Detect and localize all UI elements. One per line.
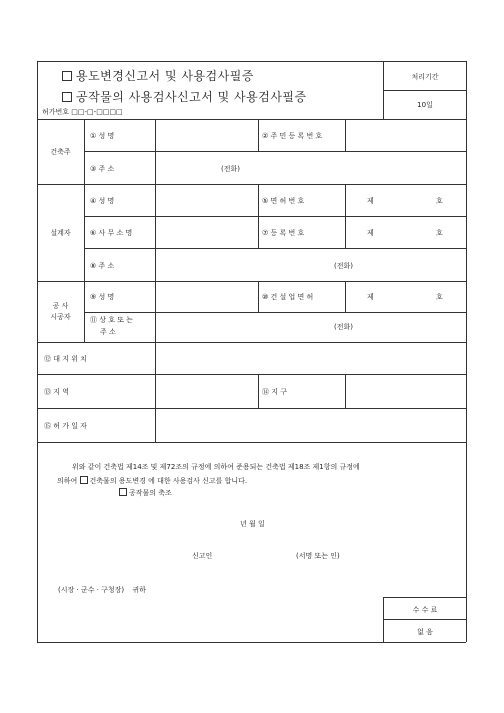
designer-license-label: ⑤ 면 허 번 호 — [262, 197, 305, 205]
contractor-license-je: 제 — [367, 293, 374, 301]
declaration-line-2-pre: 의하여 — [57, 477, 78, 485]
builder-address-label: ③ 주 소 — [90, 165, 115, 173]
processing-period-value: 10일 — [417, 101, 433, 109]
designer-license-ho: 호 — [436, 197, 443, 205]
fee-label: 수 수 료 — [412, 606, 438, 614]
title-line-2: 공작물의 사용검사신고서 및 사용검사필증 — [76, 90, 307, 104]
site-district-label: ⑭ 지 구 — [262, 388, 287, 396]
processing-period-label: 처리기간 — [411, 73, 439, 81]
builder-rrn-label: ② 주 민 등 록 번 호 — [262, 132, 323, 140]
recipient-suffix: 귀하 — [132, 586, 146, 594]
contractor-license-label: ⑩ 건 설 업 면 허 — [262, 293, 314, 301]
recipient — [58, 585, 146, 595]
site-area-label: ⑬ 지 역 — [44, 388, 69, 396]
section-contractor-2: 시공자 — [50, 313, 71, 321]
recipient-name: (시장 · 군수 · 구청장) — [58, 586, 125, 594]
designer-reg-ho: 호 — [436, 229, 443, 237]
declaration-line-2 — [57, 476, 247, 486]
site-district-field[interactable] — [346, 375, 465, 408]
title-option-structure[interactable] — [62, 88, 307, 105]
signature-note[interactable]: (서명 또는 인) — [296, 552, 340, 560]
permit-number — [42, 107, 123, 117]
checkbox-icon[interactable] — [119, 488, 127, 496]
permit-number-label: 허가번호 — [42, 108, 70, 116]
builder-address-field[interactable]: (전화) — [221, 165, 240, 173]
designer-office-field[interactable] — [156, 217, 257, 248]
permit-number-value[interactable]: □□-□-□□□□ — [71, 108, 123, 116]
designer-address-field[interactable]: (전화) — [334, 262, 353, 270]
contractor-license-ho: 호 — [436, 293, 443, 301]
declaration-line-2-post: 에 대한 사용검사 신고를 합니다. — [148, 477, 248, 485]
option-change-of-use: 건축물의 용도변경 — [89, 477, 146, 485]
declaration-date[interactable]: 년 월 일 — [240, 520, 265, 528]
title-line-1: 용도변경신고서 및 사용검사필증 — [76, 69, 254, 83]
checkbox-icon[interactable] — [62, 71, 72, 81]
option-structure[interactable] — [119, 488, 172, 498]
section-designer: 설계자 — [50, 229, 71, 237]
option-structure-label: 공작물의 축조 — [129, 489, 172, 497]
designer-reg-label: ⑦ 등 록 번 호 — [262, 229, 305, 237]
reporter-label: 신고인 — [192, 552, 213, 560]
checkbox-icon[interactable] — [62, 92, 72, 102]
designer-license-je: 제 — [367, 197, 374, 205]
permit-date-field[interactable] — [156, 409, 465, 442]
section-builder: 건축주 — [50, 148, 71, 156]
contractor-trade-label-1: ⑪ 상 호 또 는 — [90, 316, 133, 324]
contractor-trade-label-2: 주 소 — [100, 328, 116, 336]
site-area-field[interactable] — [156, 375, 257, 408]
designer-office-label: ⑥ 사 무 소 명 — [90, 229, 133, 237]
contractor-address-field[interactable]: (전화) — [334, 323, 353, 331]
designer-address-label: ⑧ 주 소 — [90, 262, 115, 270]
designer-name-label: ④ 성 명 — [90, 197, 115, 205]
contractor-name-field[interactable] — [156, 282, 257, 312]
declaration-line-1: 위와 같이 건축법 제14조 및 제72조의 규정에 의하여 준용되는 건축법 제18조 제1항의 규정에 — [72, 463, 360, 471]
builder-name-field[interactable] — [156, 120, 257, 151]
designer-reg-je: 제 — [367, 229, 374, 237]
permit-date-label: ⑮ 허 가 일 자 — [44, 422, 87, 430]
fee-value: 없 음 — [417, 628, 433, 636]
site-location-field[interactable] — [156, 343, 465, 374]
section-contractor-1: 공 사 — [52, 302, 69, 310]
title-option-change-of-use[interactable] — [62, 67, 254, 84]
builder-rrn-field[interactable] — [346, 120, 465, 151]
contractor-name-label: ⑨ 성 명 — [90, 293, 115, 301]
designer-name-field[interactable] — [156, 185, 257, 216]
site-location-label: ⑫ 대 지 위 치 — [44, 355, 87, 363]
checkbox-icon[interactable] — [80, 476, 88, 484]
builder-name-label: ① 성 명 — [90, 132, 115, 140]
